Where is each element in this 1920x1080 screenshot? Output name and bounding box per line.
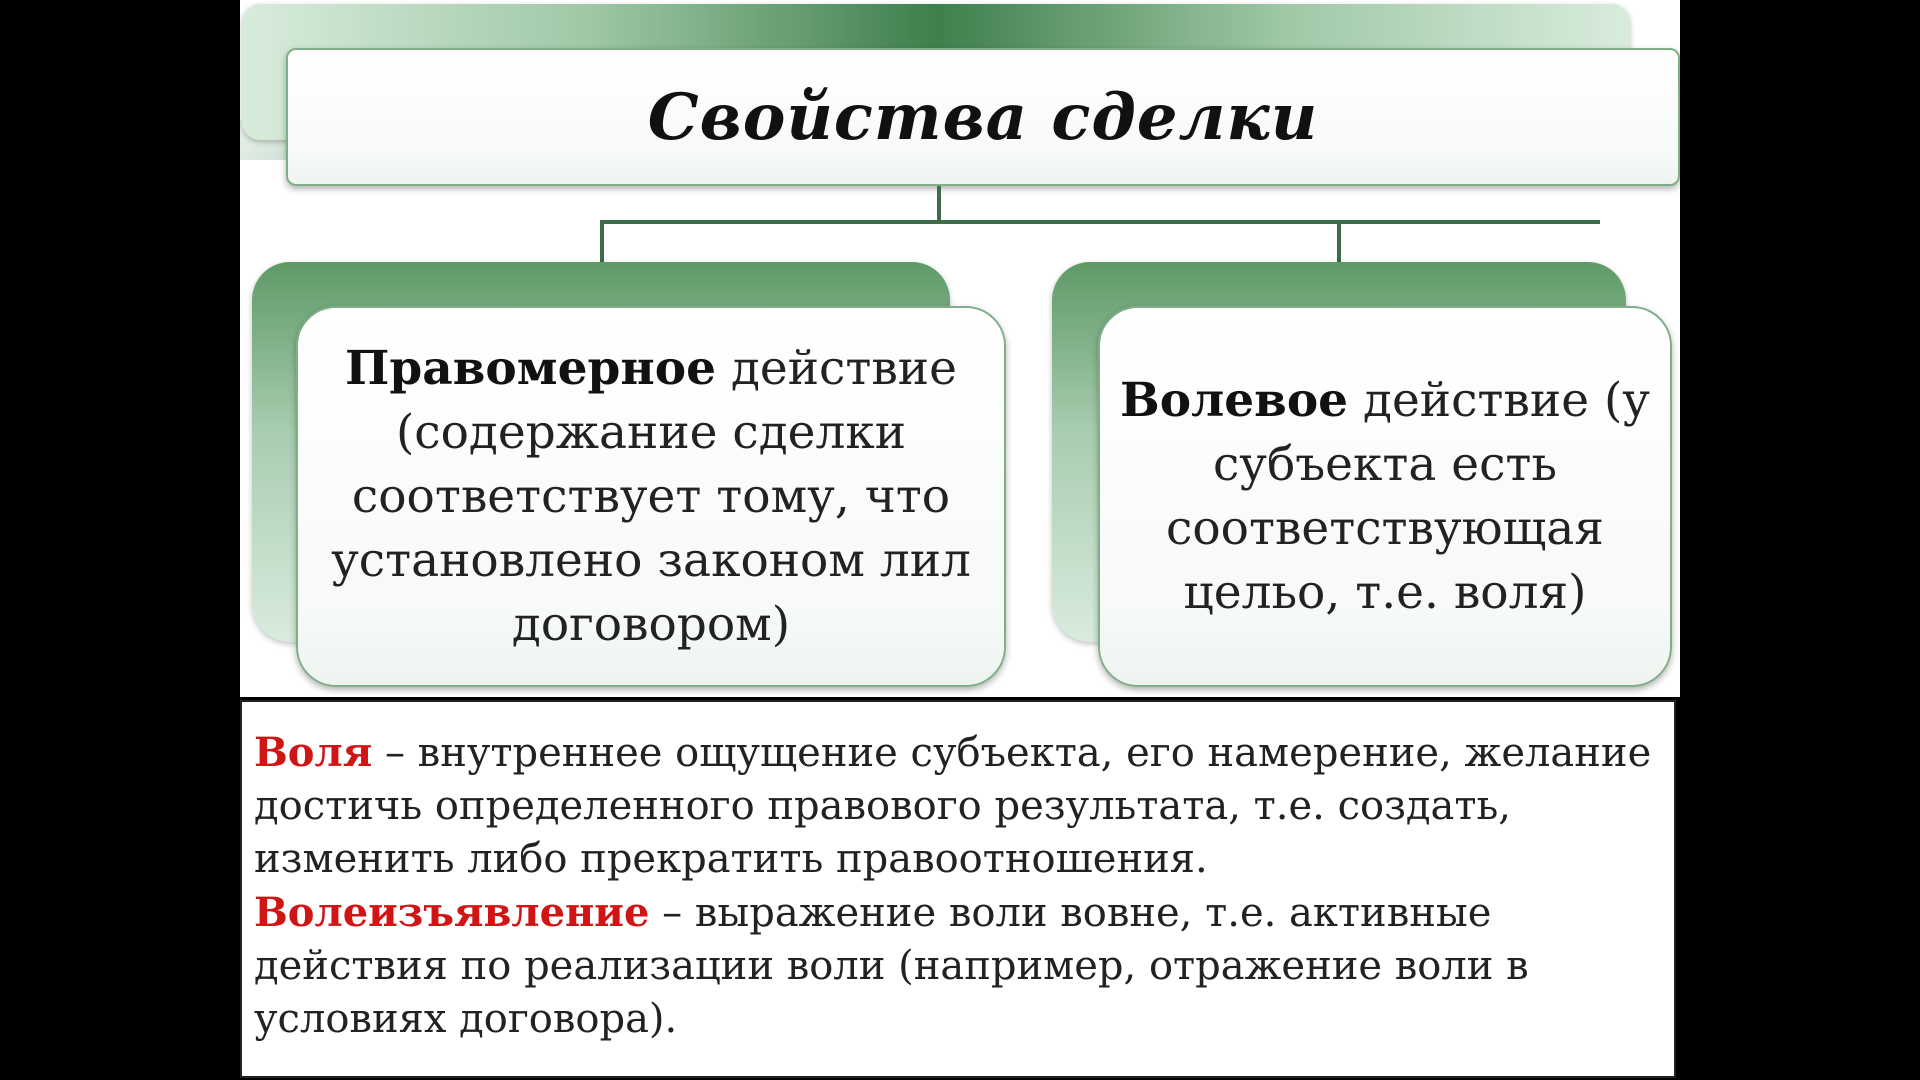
definitions-box [240,700,1676,1078]
definition-expression-text: – выражение воли вовне, т.е. активные действия по реализации воли (например, отражение воли в условиях договора). [254,890,1529,1042]
term-expression: Волеизъявление [254,889,650,936]
definition-expression [254,886,1662,1046]
connector-horizontal [600,220,1600,224]
diagram-title: Свойства сделки [647,79,1319,155]
slide [240,0,1680,1080]
left-property-description: действие (содержание сделки соответствует тому, что установлено законом лил договором) [331,340,971,652]
connector-left-drop [600,220,604,262]
left-property-text [298,337,1004,657]
right-property-text [1100,369,1670,625]
diagram-area [240,0,1680,697]
left-property-box [296,306,1006,687]
definition-will [254,726,1662,886]
definition-will-text: – внутреннее ощущение субъекта, его намерение, желание достичь определенного правового результата, т.е. создать, изменить либо прекратить правоотношения. [254,730,1652,882]
left-property-keyword: Правомерное [345,340,716,396]
term-will: Воля [254,729,373,776]
connector-right-drop [1337,220,1341,262]
connector-vertical-top [937,186,941,222]
right-property-description: действие (у субъекта есть соответствующая цельо, т.е. воля) [1166,372,1650,620]
title-box [286,48,1680,186]
right-property-box [1098,306,1672,687]
right-property-keyword: Волевое [1120,372,1349,428]
